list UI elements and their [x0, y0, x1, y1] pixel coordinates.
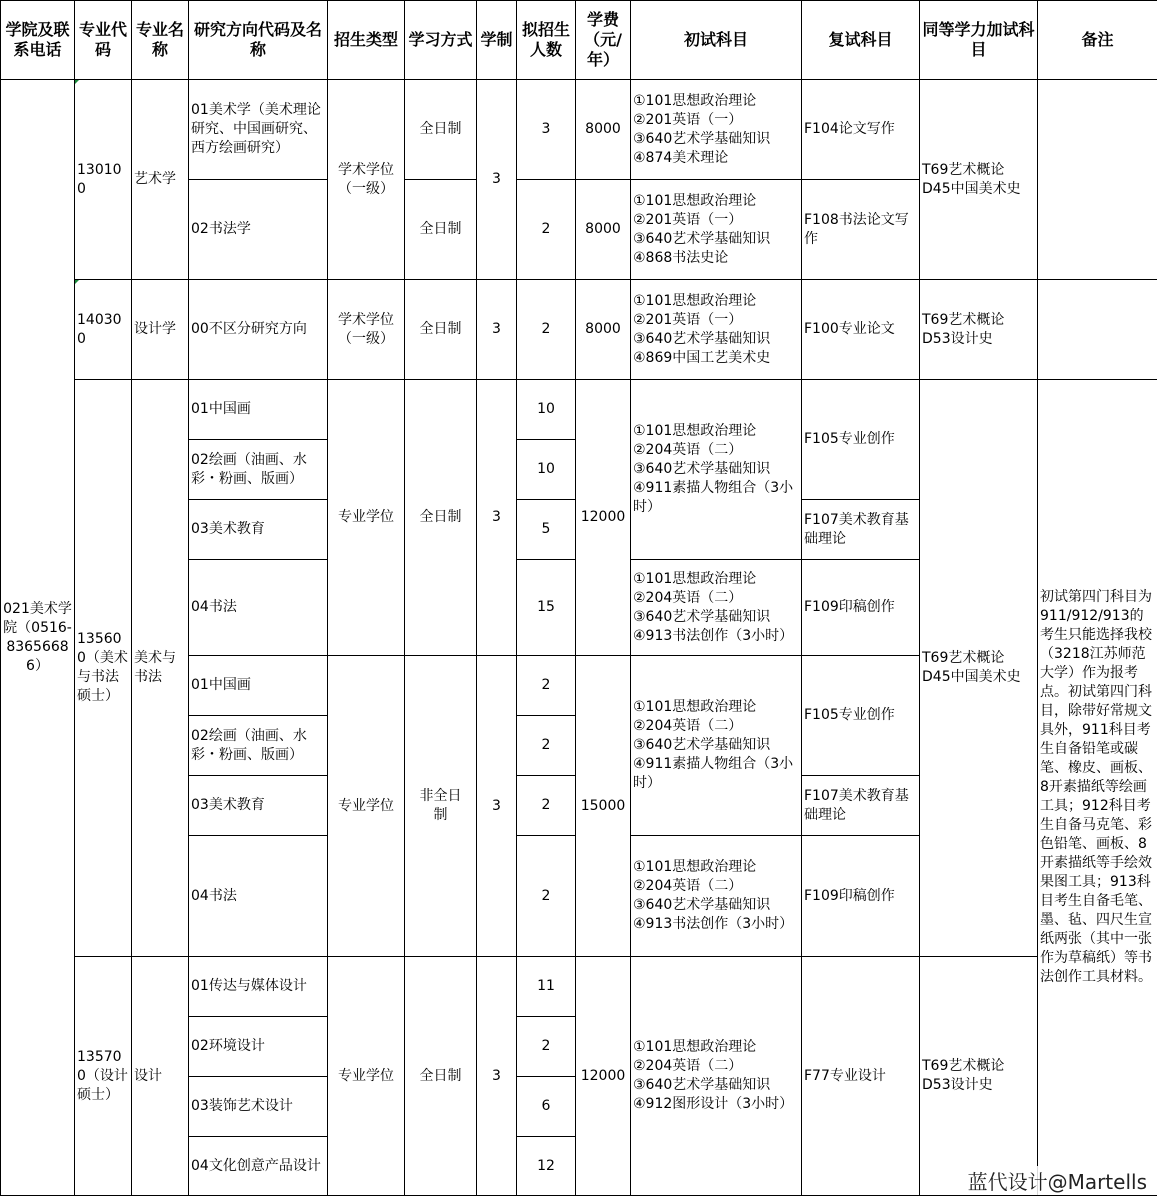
major-name-cell: 美术与书法	[132, 380, 189, 957]
header-direction: 研究方向代码及名称	[189, 1, 328, 80]
direction-cell: 03装饰艺术设计	[189, 1077, 328, 1137]
quota-cell: 12	[517, 1137, 576, 1196]
major-code-cell: 135600（美术与书法硕士）	[75, 380, 132, 957]
direction-cell: 01美术学（美术理论研究、中国画研究、西方绘画研究）	[189, 80, 328, 180]
study-mode-cell: 全日制	[405, 280, 477, 380]
duration-cell: 3	[477, 656, 517, 957]
remarks-cell: 初试第四门科目为911/912/913的考生只能选择我校（3218江苏师范大学）作为报考点。初试第四门科目，除带好常规文具外，911科目考生自备铅笔或碳笔、橡皮、画板、8开素描纸等绘画工具；912科目考生自备马克笔、彩色铅笔、画板、8开素描纸等手绘效果图工具；913科目考生自备毛笔、墨、毡、四尺生宣纸两张（其中一张作为草稿纸）等书法创作工具材料。	[1038, 380, 1157, 1196]
table-row	[1, 80, 1157, 180]
remarks-cell	[1038, 280, 1157, 380]
initial-exam-cell: ①101思想政治理论 ②204英语（二） ③640艺术学基础知识 ④913书法创作（3小时）	[631, 560, 802, 656]
quota-cell: 3	[517, 80, 576, 180]
direction-cell: 02绘画（油画、水彩・粉画、版画）	[189, 716, 328, 776]
duration-cell: 3	[477, 80, 517, 280]
direction-cell: 04书法	[189, 836, 328, 957]
initial-exam-cell: ①101思想政治理论 ②204英语（二） ③640艺术学基础知识 ④911素描人物组合（3小时）	[631, 656, 802, 836]
admission-type-cell: 专业学位	[328, 656, 405, 957]
retest-cell: F109印稿创作	[802, 560, 920, 656]
duration-cell: 3	[477, 380, 517, 656]
college-cell: 021美术学院（0516-83656686）	[1, 80, 75, 1196]
tuition-cell: 8000	[576, 80, 631, 180]
equivalent-exam-cell: T69艺术概论 D53设计史	[920, 280, 1038, 380]
direction-cell: 01传达与媒体设计	[189, 957, 328, 1017]
header-duration: 学制	[477, 1, 517, 80]
retest-cell: F105专业创作	[802, 656, 920, 776]
header-major-name: 专业名称	[132, 1, 189, 80]
admission-type-cell: 专业学位	[328, 957, 405, 1196]
quota-cell: 2	[517, 1017, 576, 1077]
retest-cell: F109印稿创作	[802, 836, 920, 957]
quota-cell: 2	[517, 836, 576, 957]
quota-cell: 2	[517, 180, 576, 280]
quota-cell: 5	[517, 500, 576, 560]
header-equivalent-exam: 同等学力加试科目	[920, 1, 1038, 80]
header-remarks: 备注	[1038, 1, 1157, 80]
major-name-cell: 设计	[132, 957, 189, 1196]
quota-cell: 2	[517, 716, 576, 776]
tuition-cell: 8000	[576, 280, 631, 380]
major-code-cell: 140300	[75, 280, 132, 380]
remarks-cell	[1038, 80, 1157, 280]
direction-cell: 02环境设计	[189, 1017, 328, 1077]
direction-cell: 02绘画（油画、水彩・粉画、版画）	[189, 440, 328, 500]
equivalent-exam-cell: T69艺术概论 D45中国美术史	[920, 80, 1038, 280]
direction-cell: 01中国画	[189, 656, 328, 716]
retest-cell: F105专业创作	[802, 380, 920, 500]
retest-cell: F107美术教育基础理论	[802, 776, 920, 836]
direction-cell: 00不区分研究方向	[189, 280, 328, 380]
retest-cell: F77专业设计	[802, 957, 920, 1196]
tuition-cell: 8000	[576, 180, 631, 280]
direction-cell: 04文化创意产品设计	[189, 1137, 328, 1196]
admission-type-cell: 专业学位	[328, 380, 405, 656]
quota-cell: 2	[517, 280, 576, 380]
direction-cell: 03美术教育	[189, 776, 328, 836]
study-mode-cell: 全日制	[405, 180, 477, 280]
header-tuition: 学费（元/年）	[576, 1, 631, 80]
retest-cell: F100专业论文	[802, 280, 920, 380]
major-code-cell: 135700（设计硕士）	[75, 957, 132, 1196]
table-row	[1, 280, 1157, 380]
quota-cell: 6	[517, 1077, 576, 1137]
quota-cell: 11	[517, 957, 576, 1017]
study-mode-cell: 全日制	[405, 80, 477, 180]
header-row	[1, 1, 1157, 80]
initial-exam-cell: ①101思想政治理论 ②204英语（二） ③640艺术学基础知识 ④911素描人物组合（3小时）	[631, 380, 802, 560]
retest-cell: F108书法论文写作	[802, 180, 920, 280]
equivalent-exam-cell: T69艺术概论 D45中国美术史	[920, 380, 1038, 957]
initial-exam-cell: ①101思想政治理论 ②204英语（二） ③640艺术学基础知识 ④913书法创作（3小时）	[631, 836, 802, 957]
quota-cell: 2	[517, 656, 576, 716]
quota-cell: 15	[517, 560, 576, 656]
table-row	[1, 957, 1157, 1017]
equivalent-exam-cell: T69艺术概论 D53设计史	[920, 957, 1038, 1196]
quota-cell: 2	[517, 776, 576, 836]
direction-cell: 04书法	[189, 560, 328, 656]
header-retest: 复试科目	[802, 1, 920, 80]
initial-exam-cell: ①101思想政治理论 ②201英语（一） ③640艺术学基础知识 ④874美术理论	[631, 80, 802, 180]
initial-exam-cell: ①101思想政治理论 ②201英语（一） ③640艺术学基础知识 ④869中国工艺美术史	[631, 280, 802, 380]
header-admission-type: 招生类型	[328, 1, 405, 80]
table-row	[1, 380, 1157, 440]
direction-cell: 01中国画	[189, 380, 328, 440]
direction-cell: 02书法学	[189, 180, 328, 280]
watermark: 蓝代设计@Martells	[964, 1166, 1151, 1195]
header-college: 学院及联系电话	[1, 1, 75, 80]
initial-exam-cell: ①101思想政治理论 ②204英语（二） ③640艺术学基础知识 ④912图形设计（3小时）	[631, 957, 802, 1196]
initial-exam-cell: ①101思想政治理论 ②201英语（一） ③640艺术学基础知识 ④868书法史论	[631, 180, 802, 280]
major-name-cell: 艺术学	[132, 80, 189, 280]
tuition-cell: 15000	[576, 656, 631, 957]
retest-cell: F107美术教育基础理论	[802, 500, 920, 560]
study-mode-cell: 全日制	[405, 380, 477, 656]
header-quota: 拟招生人数	[517, 1, 576, 80]
direction-cell: 03美术教育	[189, 500, 328, 560]
admission-type-cell: 学术学位（一级）	[328, 80, 405, 280]
header-study-mode: 学习方式	[405, 1, 477, 80]
header-major-code: 专业代码	[75, 1, 132, 80]
tuition-cell: 12000	[576, 380, 631, 656]
tuition-cell: 12000	[576, 957, 631, 1196]
major-name-cell: 设计学	[132, 280, 189, 380]
retest-cell: F104论文写作	[802, 80, 920, 180]
quota-cell: 10	[517, 440, 576, 500]
duration-cell: 3	[477, 957, 517, 1196]
major-code-cell: 130100	[75, 80, 132, 280]
study-mode-cell: 非全日制	[405, 656, 477, 957]
admission-type-cell: 学术学位（一级）	[328, 280, 405, 380]
quota-cell: 10	[517, 380, 576, 440]
duration-cell: 3	[477, 280, 517, 380]
study-mode-cell: 全日制	[405, 957, 477, 1196]
header-initial-exam: 初试科目	[631, 1, 802, 80]
